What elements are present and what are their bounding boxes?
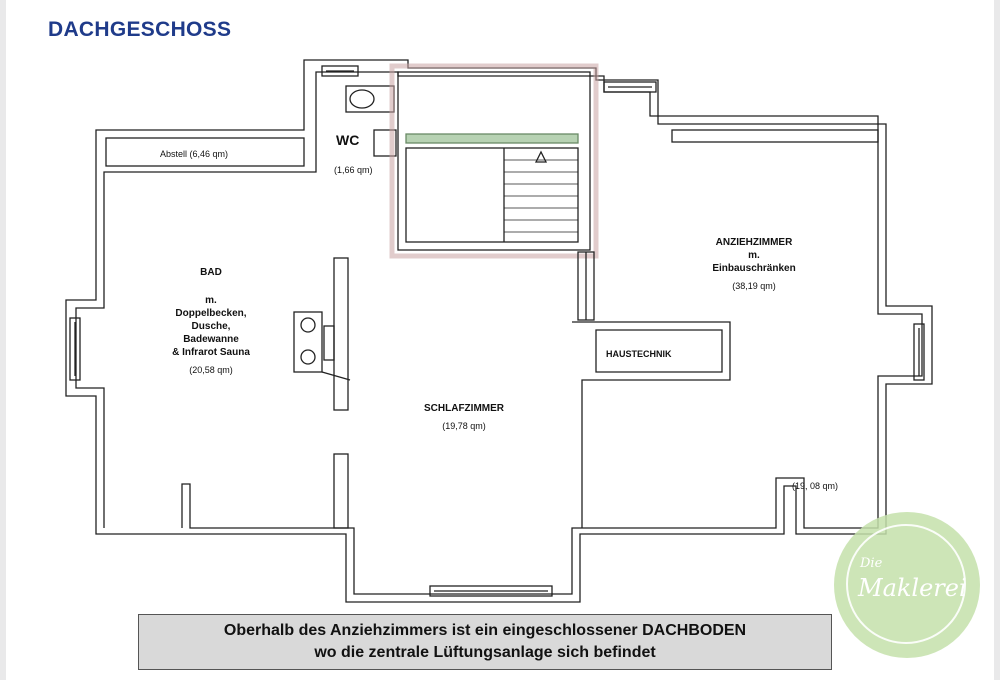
- page-title: DACHGESCHOSS: [48, 18, 232, 41]
- partition-wall-upper: [334, 258, 348, 410]
- bad-line3: Dusche,: [191, 321, 231, 332]
- schlafzimmer-name: SCHLAFZIMMER: [424, 403, 504, 414]
- note-line1: Oberhalb des Anziehzimmers ist ein eingeschlossener DACHBODEN: [223, 622, 747, 639]
- watermark-text1: Die: [860, 556, 883, 571]
- bad-line1: m.: [205, 295, 217, 306]
- bad-line2: Doppelbecken,: [175, 308, 247, 319]
- stair-steps: [504, 160, 578, 232]
- wc-toilet: [346, 86, 394, 112]
- extra-area: (19, 08 qm): [792, 481, 839, 491]
- stair-arrow: [536, 152, 546, 162]
- partition-wall-lower: [334, 454, 348, 528]
- anziehzimmer-line2: Einbauschränken: [712, 263, 796, 274]
- bad-area: (20,58 qm): [189, 365, 233, 375]
- schlafzimmer-area: (19,78 qm): [442, 421, 486, 431]
- bad-line4: Badewanne: [183, 334, 239, 345]
- dachboden-note: [138, 614, 832, 670]
- abstell-label: Abstell (6,46 qm): [160, 149, 229, 159]
- anziehzimmer-area: (38,19 qm): [732, 281, 776, 291]
- bad-line5: & Infrarot Sauna: [172, 347, 250, 358]
- bad-name: BAD: [200, 267, 222, 278]
- wc-area: (1,66 qm): [334, 165, 373, 175]
- watermark-text2: Maklerei: [858, 574, 967, 602]
- stair-highlight: [392, 66, 596, 256]
- haustechnik-name: HAUSTECHNIK: [606, 349, 672, 359]
- stair-bar: [406, 134, 578, 143]
- note-line2: wo die zentrale Lüftungsanlage sich befindet: [314, 644, 656, 661]
- anziehzimmer-name: ANZIEHZIMMER: [715, 237, 793, 248]
- anziehzimmer-line1: m.: [748, 250, 760, 261]
- wc-name: WC: [336, 132, 360, 148]
- sink-unit: [294, 312, 322, 372]
- wardrobe-strip: [672, 130, 878, 142]
